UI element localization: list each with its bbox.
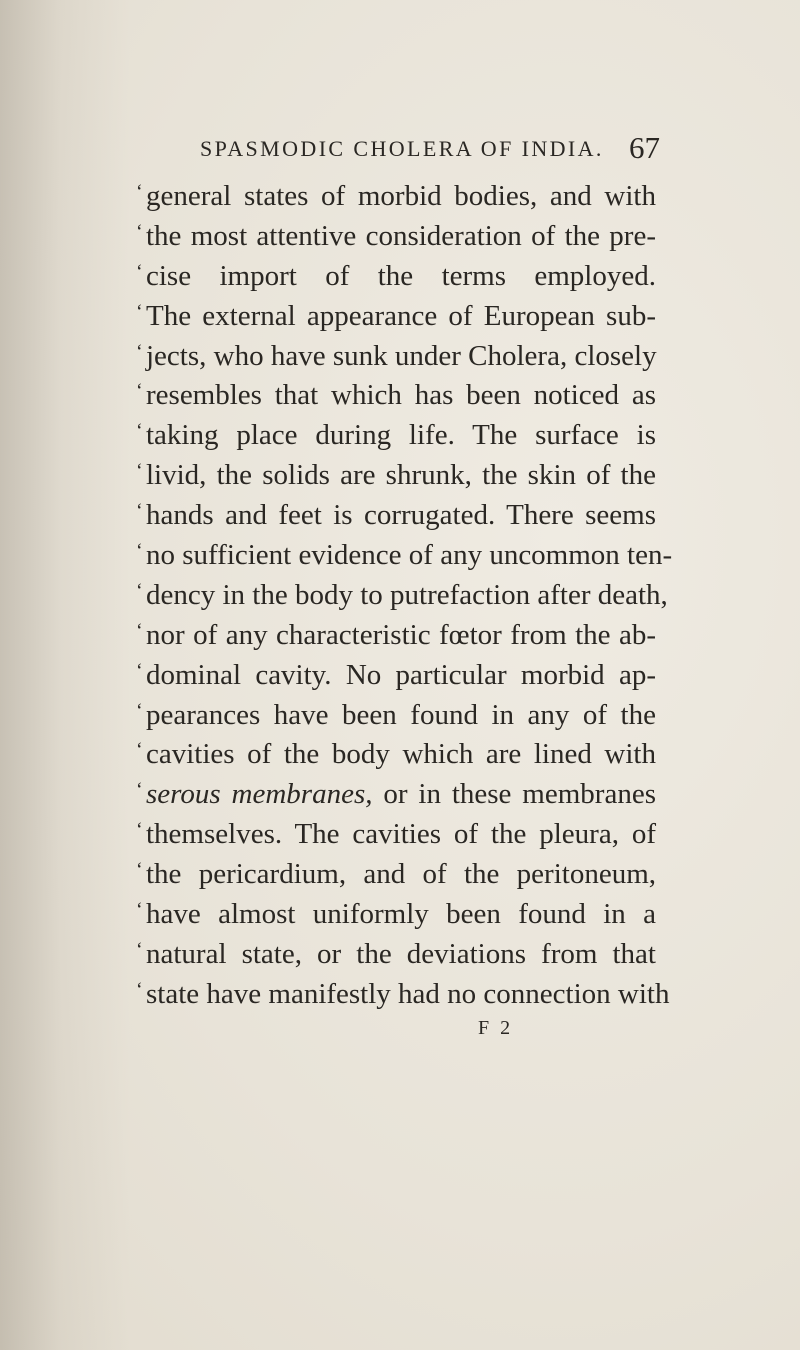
quote-mark: ‘ <box>136 859 143 882</box>
text-line: ‘ general states of morbid bodies, and with <box>136 177 656 217</box>
text-line: ‘ cavities of the body which are lined with <box>136 735 656 775</box>
quote-mark: ‘ <box>136 579 143 602</box>
page-number: 67 <box>629 130 660 165</box>
quote-mark: ‘ <box>136 260 143 283</box>
quote-mark: ‘ <box>136 460 143 483</box>
running-title: SPASMODIC CHOLERA OF INDIA. <box>200 136 604 161</box>
text-line: ‘ no sufficient evidence of any uncommon ten- <box>136 536 656 576</box>
quote-mark: ‘ <box>136 899 143 922</box>
running-head <box>200 130 660 176</box>
text-line: ‘ have almost uniformly been found in a <box>136 895 656 935</box>
quote-mark: ‘ <box>136 420 143 443</box>
text-line: ‘ natural state, or the deviations from that <box>136 935 656 975</box>
signature-mark: F 2 <box>478 1017 514 1039</box>
text-line: ‘ jects, who have sunk under Cholera, closely <box>136 337 656 377</box>
italic-phrase: serous membranes, <box>146 778 373 811</box>
text-line: ‘ cise import of the terms employed. <box>136 257 656 297</box>
quote-mark: ‘ <box>136 619 143 642</box>
text-line: ‘ nor of any characteristic fœtor from the ab- <box>136 616 656 656</box>
text-line: ‘ state have manifestly had no connection with <box>136 975 656 1015</box>
text-line: ‘ dency in the body to putrefaction after death, <box>136 576 656 616</box>
text-line: ‘ dominal cavity. No particular morbid ap- <box>136 656 656 696</box>
quote-mark: ‘ <box>136 978 143 1001</box>
quote-mark: ‘ <box>136 540 143 563</box>
quote-mark: ‘ <box>136 500 143 523</box>
text-line: ‘ hands and feet is corrugated. There seems <box>136 496 656 536</box>
text-line: ‘ the most attentive consideration of the pre- <box>136 217 656 257</box>
text-line: ‘ taking place during life. The surface is <box>136 416 656 456</box>
text-line: ‘ pearances have been found in any of the <box>136 696 656 736</box>
quote-mark: ‘ <box>136 220 143 243</box>
quote-mark: ‘ <box>136 181 143 203</box>
quote-mark: ‘ <box>136 659 143 682</box>
quote-mark: ‘ <box>136 739 143 762</box>
text-line: ‘ serous membranes, or in these membranes <box>136 775 656 815</box>
body-text <box>136 177 673 1015</box>
quote-mark: ‘ <box>136 300 143 323</box>
quote-mark: ‘ <box>136 340 143 363</box>
text-line: ‘ the pericardium, and of the peritoneum, <box>136 855 656 895</box>
quote-mark: ‘ <box>136 380 143 403</box>
quote-mark: ‘ <box>136 819 143 842</box>
text-line: ‘ livid, the solids are shrunk, the skin of the <box>136 456 656 496</box>
quote-mark: ‘ <box>136 699 143 722</box>
text-line: ‘ themselves. The cavities of the pleura, of <box>136 815 656 855</box>
quote-mark: ‘ <box>136 938 143 961</box>
text-line: ‘ The external appearance of European sub- <box>136 297 656 337</box>
quote-mark: ‘ <box>136 779 143 802</box>
text-line: ‘ resembles that which has been noticed as <box>136 376 656 416</box>
